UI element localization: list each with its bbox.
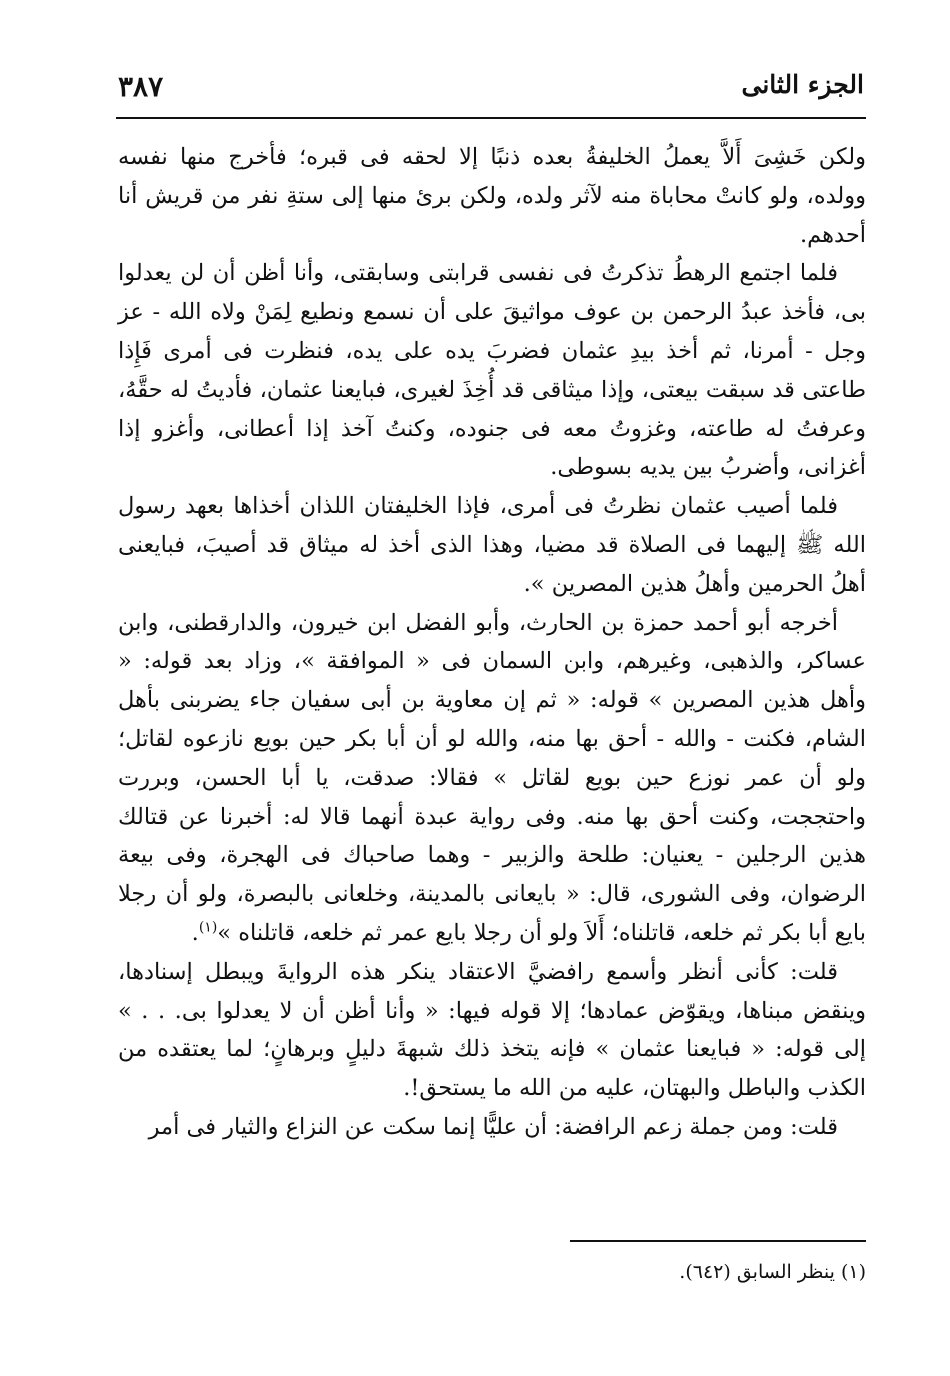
header-rule [116,117,866,119]
footnote-reference[interactable]: (١) [198,919,218,936]
footnote-rule [570,1240,866,1242]
page-header [118,66,864,110]
paragraph-6: قلت: ومن جملة زعم الرافضة: أن عليًّا إنما سكت عن النزاع والثيار فى أمر [148,1113,838,1140]
paragraph-3: فلما أصيب عثمان نظرتُ فى أمرى، فإذا الخليفتان اللذان أخذاها بعهد رسول الله ﷺ إليهما فى الصلاة قد مضيا، وهذا الذى أخذ له ميثاق قد أصيبَ، فبايعنى أهلُ الحرمين وأهلُ هذين المصرين ». [118,493,866,597]
paragraph-4-end: . [191,919,199,946]
paragraph-4 [118,604,866,953]
footnote: (١) ينظر السابق (٦٤٢). [679,1261,866,1283]
running-head: الجزء الثانى [741,70,864,99]
paragraph-4-text: أخرجه أبو أحمد حمزة بن الحارث، وأبو الفضل ابن خيرون، والدارقطنى، وابن عساكر، والذهبى، وغيرهم، وابن السمان فى « الموافقة »، وزاد بعد قوله: « وأهل هذين المصرين » قوله: « ثم إن معاوية بن أبى سفيان جاء يضربنى بأهل الشام، فكنت - والله - أحق بها منه، والله لو أن أبا بكر حين بويع نازعوه لقاتل؛ ولو أن عمر نوزع حين بويع لقاتل » فقالا: صدقت، يا أبا الحسن، وبررت واحتججت، وكنت أحق بها منه. وفى رواية عبدة أنهما قالا له: أخبرنا عن قتالك هذين الرجلين - يعنيان: طلحة والزبير - وهما صاحباك فى الهجرة، وفى بيعة الرضوان، وفى الشورى، قال: « بايعانى بالمدينة، وخلعانى بالبصرة، ولو أن رجلا بايع أبا بكر ثم خلعه، قاتلناه؛ أَلاَ ولو أن رجلا بايع عمر ثم خلعه، قاتلناه » [118,609,866,946]
page-number: ٣٨٧ [118,70,164,103]
paragraph-2: فلما اجتمع الرهطُ تذكرتُ فى نفسى قرابتى وسابقتى، وأنا أظن أن لن يعدلوا بى، فأخذ عبدُ الرحمن بن عوف مواثيقَ على أن نسمع ونطيع لِمَنْ ولاه الله - عز وجل - أمرنا، ثم أخذ بيدِ عثمان فضربَ يده على يده، فنظرت فى أمرى فَإِذا طاعتى قد سبقت بيعتى، وإذا ميثاقى قد أُخِذَ لغيرى، فبايعنا عثمان، فأديتُ له حقَّهُ، وعرفتُ له طاعته، وغزوتُ معه فى جنوده، وكنتُ آخذ إذا أعطانى، وأغزو إذا أغزانى، وأضربُ بين يديه بسوطى. [118,260,866,481]
paragraph-5: قلت: كأنى أنظر وأسمع رافضيَّ الاعتقاد ينكر هذه الروايةَ ويبطل إسنادها، وينقض مبناها، ويقوّض عمادها؛ إلا قوله فيها: « وأنا أظن أن لا يعدلوا بى. . . » إلى قوله: « فبايعنا عثمان » فإنه يتخذ ذلك شبهةَ دليلٍ وبرهانٍ؛ لما يعتقده من الكذب والباطل والبهتان، عليه من الله ما يستحق!. [118,958,866,1102]
main-text [118,138,866,1147]
paragraph-1: ولكن خَشِىَ أَلاَّ يعملُ الخليفةُ بعده ذنبًا إلا لحقه فى قبره؛ فأخرج منها نفسه وولده، ولو كانتْ محاباة منه لآثر ولده، ولكن برئ منها إلى ستةِ نفر من قريش أنا أحدهم. [118,144,866,248]
